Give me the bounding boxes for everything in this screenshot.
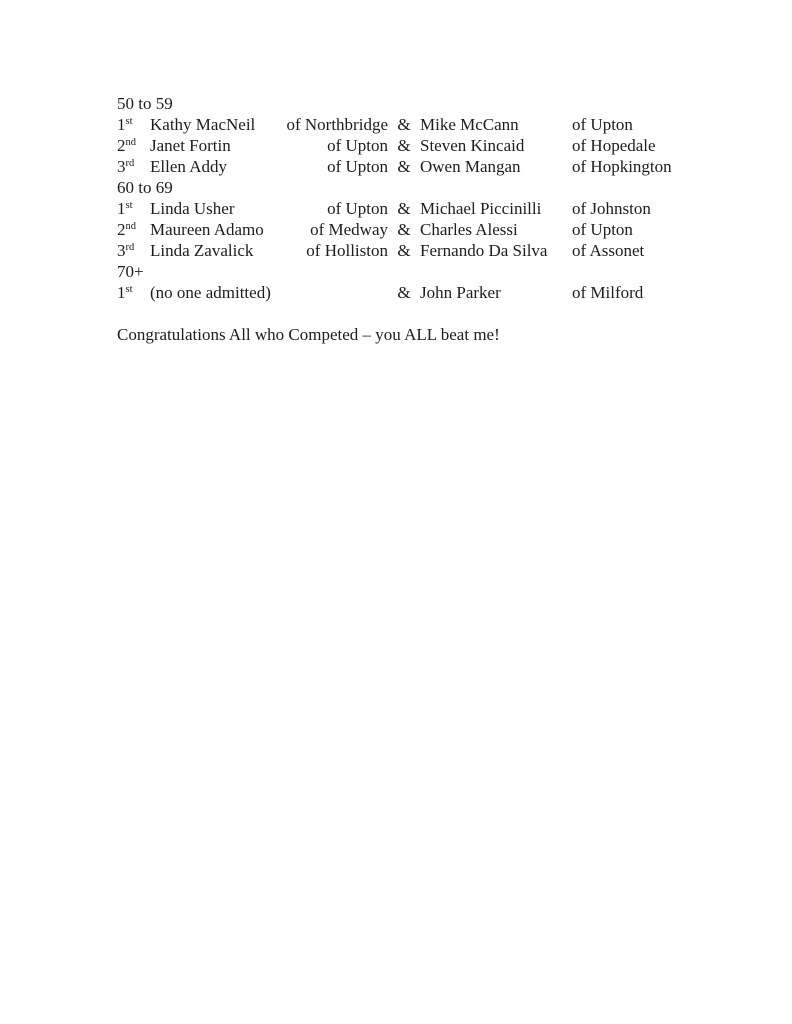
second-finisher-name: Fernando Da Silva <box>420 241 548 260</box>
first-finisher-town: of Upton <box>327 199 388 218</box>
ampersand-separator: & <box>397 136 411 155</box>
first-finisher-name: (no one admitted) <box>150 283 271 302</box>
age-group-header: 70+ <box>117 262 144 281</box>
ampersand-separator: & <box>397 283 411 302</box>
second-finisher-town: of Assonet <box>572 241 645 260</box>
first-finisher <box>150 156 388 177</box>
place-rank <box>117 198 150 219</box>
first-finisher <box>150 282 388 303</box>
ampersand-separator: & <box>397 241 411 260</box>
first-finisher-name: Ellen Addy <box>150 157 227 176</box>
place-ordinal: st <box>125 200 133 211</box>
first-finisher-town: of Upton <box>327 136 388 155</box>
results-sections <box>117 93 717 303</box>
first-finisher-name: Kathy MacNeil <box>150 115 256 134</box>
closing-message: Congratulations All who Competed – you ALL beat me! <box>117 325 500 344</box>
place-ordinal: st <box>125 284 133 295</box>
first-finisher-town: of Holliston <box>306 241 388 260</box>
place-number: 3 <box>117 241 126 260</box>
place-number: 1 <box>117 115 126 134</box>
place-number: 2 <box>117 136 126 155</box>
age-group-header: 60 to 69 <box>117 178 173 197</box>
result-row <box>117 198 717 219</box>
second-finisher-town: of Johnston <box>572 199 651 218</box>
result-row <box>117 156 717 177</box>
first-finisher-name: Maureen Adamo <box>150 220 264 239</box>
race-results-document <box>117 93 717 345</box>
first-finisher <box>150 135 388 156</box>
first-finisher-name: Linda Zavalick <box>150 241 254 260</box>
place-rank <box>117 219 150 240</box>
second-finisher-name: Michael Piccinilli <box>420 199 542 218</box>
ampersand-separator: & <box>397 199 411 218</box>
result-row <box>117 219 717 240</box>
second-finisher-name: Mike McCann <box>420 115 519 134</box>
second-finisher-name: Owen Mangan <box>420 157 521 176</box>
place-rank <box>117 282 150 303</box>
first-finisher-name: Linda Usher <box>150 199 235 218</box>
second-finisher-town: of Upton <box>572 220 633 239</box>
result-row <box>117 135 717 156</box>
place-ordinal: rd <box>125 242 135 253</box>
place-rank <box>117 240 150 261</box>
place-rank <box>117 156 150 177</box>
age-group-header: 50 to 59 <box>117 94 173 113</box>
place-number: 1 <box>117 283 126 302</box>
place-number: 1 <box>117 199 126 218</box>
first-finisher-name: Janet Fortin <box>150 136 231 155</box>
first-finisher-town: of Northbridge <box>286 115 388 134</box>
first-finisher <box>150 114 388 135</box>
place-ordinal: st <box>125 116 133 127</box>
first-finisher-town: of Upton <box>327 157 388 176</box>
first-finisher-town: of Medway <box>310 220 388 239</box>
result-row <box>117 282 717 303</box>
ampersand-separator: & <box>397 115 411 134</box>
second-finisher-name: John Parker <box>420 283 501 302</box>
second-finisher-town: of Hopedale <box>572 136 656 155</box>
place-ordinal: nd <box>125 221 136 232</box>
first-finisher <box>150 198 388 219</box>
place-rank <box>117 114 150 135</box>
place-number: 3 <box>117 157 126 176</box>
ampersand-separator: & <box>397 220 411 239</box>
second-finisher-name: Charles Alessi <box>420 220 518 239</box>
place-rank <box>117 135 150 156</box>
place-number: 2 <box>117 220 126 239</box>
first-finisher <box>150 240 388 261</box>
result-row <box>117 240 717 261</box>
second-finisher-name: Steven Kincaid <box>420 136 525 155</box>
ampersand-separator: & <box>397 157 411 176</box>
place-ordinal: rd <box>125 158 135 169</box>
result-row <box>117 114 717 135</box>
place-ordinal: nd <box>125 137 136 148</box>
first-finisher <box>150 219 388 240</box>
second-finisher-town: of Upton <box>572 115 633 134</box>
second-finisher-town: of Hopkington <box>572 157 672 176</box>
second-finisher-town: of Milford <box>572 283 644 302</box>
